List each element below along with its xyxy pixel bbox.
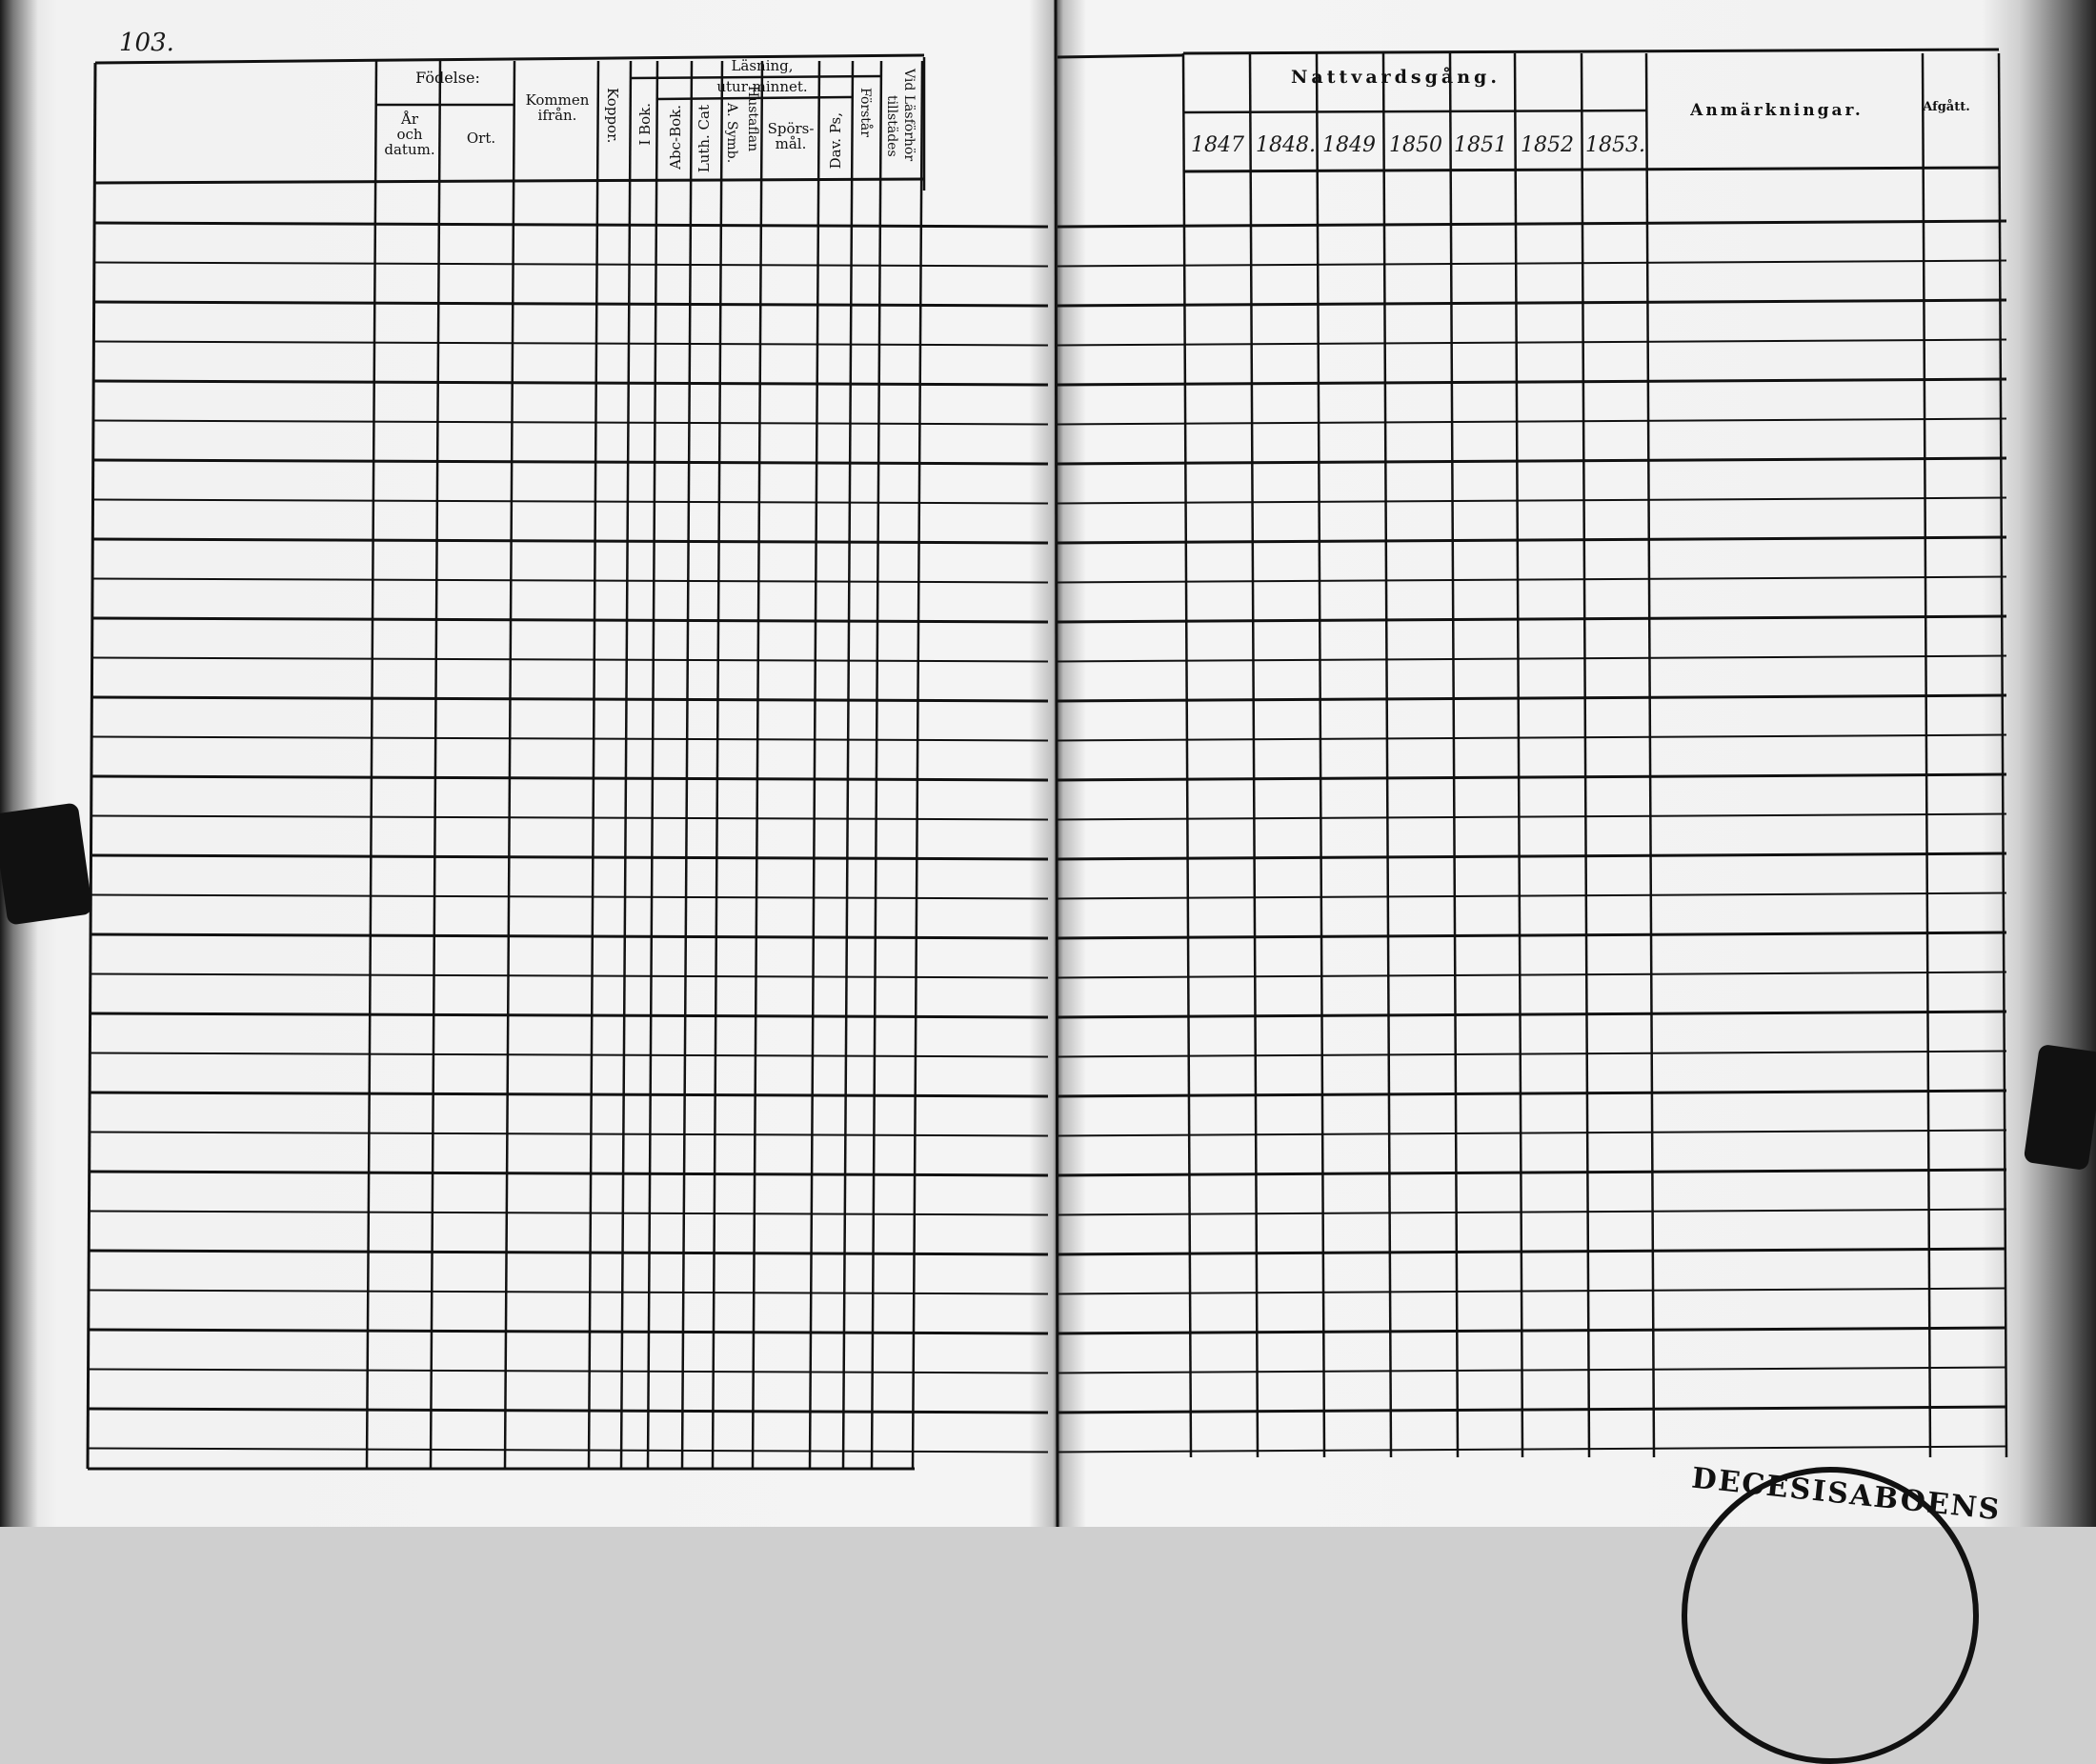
rule-line [88,1449,1048,1453]
rule-line [1058,1407,2006,1413]
rule-line [89,1330,1048,1333]
rule-line [91,974,1048,978]
header-utur-minnet: utur minnet. [716,78,808,95]
page-number: 103. [119,29,174,57]
header-luth-cat: Luth. Cat [695,105,713,173]
header-forstar: Förstår [857,88,873,137]
rule-line [89,1409,1049,1413]
rule-line [367,61,376,1469]
rule-line [648,61,657,1469]
rule-line [1646,53,1654,1457]
rule-line [431,61,440,1469]
rule-line [1183,110,1646,112]
year-1850: 1850 [1389,133,1442,157]
rule-line [913,61,922,1469]
header-afgatt: Afgått. [1923,100,1970,114]
rule-line [589,61,598,1469]
header-a-symb: A. Symb. [724,103,739,164]
year-1847: 1847 [1191,133,1244,157]
rule-line [1250,53,1258,1457]
rule-line [621,61,631,1469]
year-1848: 1848. [1256,133,1316,157]
header-lasning: Läsning, [731,57,794,74]
rule-line [89,1370,1048,1373]
rule-line [1058,537,2006,543]
rule-line [1058,1249,2006,1254]
rule-line [1058,695,2006,701]
rule-line [89,1291,1048,1294]
year-1853: 1853. [1585,133,1645,157]
header-ar-och-datum: År och datum. [384,110,435,158]
rule-line [92,776,1049,780]
rule-line [1058,1091,2006,1096]
header-ort: Ort. [466,130,496,147]
rule-line [95,302,1049,306]
header-kommen-ifran: Kommen ifrån. [525,91,590,124]
rule-line [1056,0,1058,1527]
header-anmarkningar: Anmärkningar. [1690,101,1864,120]
right-page-grid [1056,0,2006,1527]
rule-line [505,61,514,1469]
rule-line [872,61,881,1469]
left-page-grid [88,55,1048,1469]
rule-line [1058,774,2006,780]
rule-line [1058,1012,2006,1017]
archive-stamp-text: DECESISABOENS [1689,1461,2004,1528]
rule-line [90,1212,1048,1215]
rule-line [810,61,819,1469]
rule-line [94,381,1048,385]
rule-line [92,658,1048,662]
header-sporsmal: Spörs- mål. [767,120,815,152]
rule-line [92,737,1048,741]
rule-line [1923,53,1930,1457]
rule-line [1183,50,1999,53]
rule-line [91,895,1048,899]
rule-line [1058,853,2006,859]
header-koppor: Koppor. [604,88,621,144]
rule-line [1058,893,2006,899]
rule-line [94,342,1048,346]
rule-line [1058,1328,2006,1333]
rule-line [1058,1289,2006,1294]
header-abc-bok: Abc-Bok. [667,105,684,170]
rule-line [91,816,1048,820]
rule-line [1058,1368,2006,1373]
rule-line [92,697,1048,701]
rule-line [95,179,924,183]
rule-line [93,618,1049,622]
rule-line [95,263,1048,267]
rule-line [1058,1210,2006,1215]
rule-line [843,61,853,1469]
rule-line [682,61,692,1469]
header-hustaflan: Hustaflan [745,86,760,152]
rule-line [1058,1052,2006,1057]
binding-clip-left [0,802,93,925]
rule-line [95,223,1048,227]
header-i-bok: I Bok. [636,103,654,146]
year-1849: 1849 [1322,133,1376,157]
rule-line [93,539,1048,543]
rule-line [1058,1131,2006,1136]
rule-line [91,1092,1049,1096]
rule-line [1058,340,2006,346]
rule-line [1058,1170,2006,1175]
rule-line [94,460,1049,464]
rule-line [1058,1447,2006,1453]
rule-line [1058,616,2006,622]
rule-line [1058,221,2006,227]
rule-line [1058,379,2006,385]
rule-line [90,1172,1048,1175]
rule-line [90,1133,1048,1136]
header-dav-ps: Dav. Ps, [827,112,844,170]
rule-line [1058,735,2006,741]
rule-line [93,500,1048,504]
rule-line [1058,498,2006,504]
header-tillstades: tillstädes [884,95,899,157]
rule-line [1183,53,1191,1457]
rule-line [91,1013,1048,1017]
rule-line [1183,168,1999,171]
rule-line [90,1251,1049,1254]
rule-line [94,421,1048,425]
rule-line [91,1053,1048,1057]
rule-line [1999,53,2006,1457]
header-fodelse: Födelse: [415,69,480,87]
rule-line [1058,972,2006,978]
rule-line [91,934,1049,938]
rule-line [1058,932,2006,938]
rule-line [753,61,762,1469]
rule-line [91,855,1048,859]
rule-line [1058,656,2006,662]
rule-line [1058,577,2006,583]
header-vid-lasforhor: Vid Läsförhör [901,69,917,162]
rule-line [713,61,722,1469]
rule-line [1058,814,2006,820]
rule-line [1058,419,2006,425]
rule-line [88,63,95,1469]
year-1851: 1851 [1454,133,1507,157]
rule-line [1058,458,2006,464]
rule-line [1058,261,2006,267]
header-nattvardsgang: Nattvardsgång. [1291,67,1501,88]
rule-line [1058,55,1183,57]
year-1852: 1852 [1521,133,1574,157]
rule-line [1058,300,2006,306]
rule-line [93,579,1048,583]
